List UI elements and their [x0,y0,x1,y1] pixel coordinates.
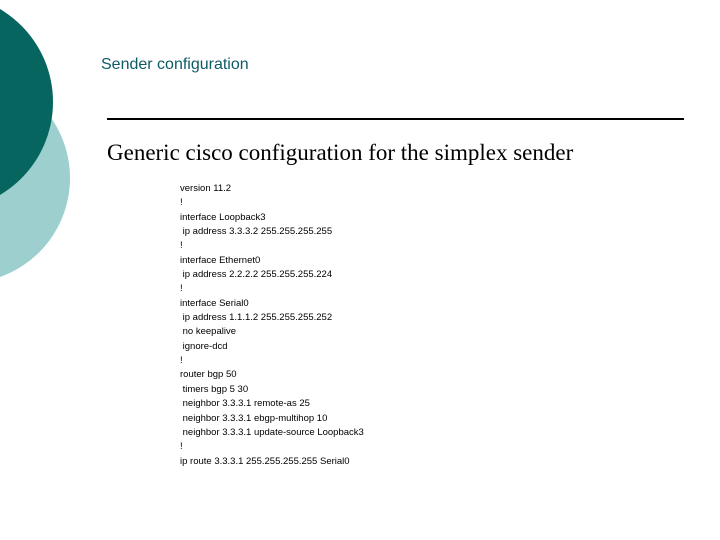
config-line: router bgp 50 [180,369,237,381]
config-line: neighbor 3.3.3.1 remote-as 25 [180,398,310,410]
decorative-circles [0,0,80,290]
config-line: interface Serial0 [180,297,249,309]
config-line: ip address 1.1.1.2 255.255.255.252 [180,312,333,324]
config-line: ip route 3.3.3.1 255.255.255.255 Serial0 [180,455,350,467]
config-line: ip address 3.3.3.2 255.255.255.255 [180,226,333,238]
config-listing [180,182,364,469]
config-line: version 11.2 [180,183,232,194]
config-line: timers bgp 5 30 [180,383,249,395]
config-line: ! [180,283,183,295]
config-line: interface Loopback3 [180,211,266,223]
config-line: no keepalive [180,326,236,338]
slide-title: Sender configuration [101,56,249,73]
config-line: neighbor 3.3.3.1 ebgp-multihop 10 [180,412,328,424]
config-line: ignore-dcd [180,340,228,352]
config-line: ! [180,355,183,367]
config-line: interface Ethernet0 [180,254,261,266]
config-line: ip address 2.2.2.2 255.255.255.224 [180,269,333,281]
title-divider [107,118,684,120]
config-line: ! [180,441,183,453]
config-line: neighbor 3.3.3.1 update-source Loopback3 [180,426,364,438]
slide-heading: Generic cisco configuration for the simplex sender [107,140,574,165]
config-line: ! [180,240,183,252]
config-line: ! [180,197,183,209]
